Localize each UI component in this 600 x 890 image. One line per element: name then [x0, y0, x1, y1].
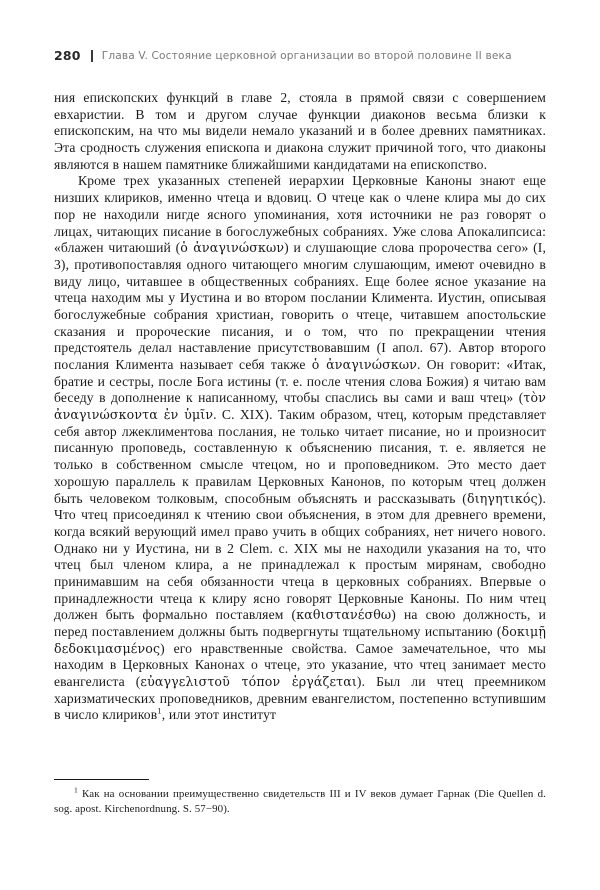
body-text-block — [54, 90, 546, 724]
greek-phrase: ὁ ἀναγινώσκων — [180, 240, 285, 256]
paragraph: Кроме трех указанных степеней иерархии Церковные Каноны знают еще низших клириков, именно чтеца и вдовиц. О чтеце как о члене клира мы до сих пор не находили нигде ясного упоминания, хотя источники не раз говорят о лицах, читающих писание в богослужебных собраниях. Уже слова Апокалипсиса: «блажен читаюший (ὁ ἀναγινώσκων) и слушающие слова пророчества сего» (I, 3), противопоставляя одного читающего многим слушающим, имеют очевидно в виду лицо, читавшее в общественных собраниях. Еще более ясное указание на чтеца находим мы у Иустина и во втором послании Климента. Иустин, описывая богослужебные собрания христиан, говорить о чтеце, читавшем апостольские сказания и пророческие писания, и о том, что по прекращении чтения предстоятель делал наставление присутствовавшим (I апол. 67). Автор второго послания Климента называет себя также ὁ ἀναγινώσκων. Он говорит: «Итак, братие и сестры, после Бога истины (т. е. после чтения слова Божия) я читаю вам беседу в дополнение к написанному, чтобы спаслись вы сами и ваш чтец» (τὸν ἀναγινώσκοντα ἐν ὑμῖν. С. XIX). Таким образом, чтец, которым представляет себя автор лжеклиментова послания, не только читает писание, но и произносит писанную проповедь, составленную к объяснению писания, т. е. является не только в собственном смысле чтецом, но и проповедником. Это место дает хорошую параллель к правилам Церковных Канонов, по которым чтец должен быть человеком толковым, способным объяснять и рассказывать (διηγητικός). Что чтец присоединял к чтению свои объяснения, в этом для древнего времени, когда всякий верующий имел право учить в общих собраниях, нет ничего нового. Однако ни у Иустина, ни в 2 Clem. с. XIX мы не находили указания на то, что чтец был членом клира, а не принадлежал к простым мирянам, свободно принимавшим на себя обязанности чтеца в церковных собраниях. Впервые о принадлежности чтеца к клиру ясно говорят Церковные Каноны. По ним чтец должен быть формально поставляем (καθιστανέσθω) на свою должность, и перед поставлением должны быть подвергнуты тщательному испытанию (δοκιμῇ δεδοκιμασμένος) его нравственные свойства. Самое замечательное, что мы находим в Церковных Канонах о чтеце, это указание, что чтец занимает место евангелиста (εὐαγγελιστοῦ τόπον ἐργάζεται). Был ли чтец преемником харизматических проповедников, древним евангелистом, постепенно вступившим в число клириков$^1$, или этот институт — [54, 173, 547, 723]
greek-phrase: τὸν ἀναγινώσκοντα ἐν ὑμῖν — [54, 390, 546, 423]
footnote-separator-rule — [54, 779, 149, 780]
greek-phrase: δοκιμῇ δεδοκιμασμένος — [54, 624, 546, 656]
greek-phrase: διηγητικός — [466, 490, 538, 506]
paragraph: ния епископских функций в главе 2, стояла в прямой связи с совершением евхаристии. В том и другом случае функции диаконов весьма близки к епископским, на что мы видели немало указаний и в более древних памятниках. Эта сродность служения епископа и диакона служит причиной того, что диаконы являются в нашем памятнике ближайшими кандидатами на епископство. — [54, 90, 546, 172]
running-head-chapter-title: Глава V. Состояние церковной организации во второй половине II века — [101, 49, 512, 62]
running-head — [54, 48, 546, 63]
footnote-reference-marker[interactable]: 1 — [157, 705, 162, 716]
greek-phrase: ὁ ἀναγινώσκων — [311, 357, 417, 372]
footnote-number: 1 — [74, 785, 78, 795]
page-folio-number: 280 — [54, 48, 81, 63]
footnote-area — [54, 779, 546, 816]
running-head-divider — [91, 50, 93, 62]
greek-phrase: εὐαγγελιστοῦ τόπον ἐργάζεται — [140, 674, 357, 690]
footnote-text: $^1$ Как на основании преимущественно свидетельств III и IV веков думает Гарнак (Die Quellen d. sog. apost. Kirchenordnung. S. 57−90). — [54, 785, 546, 815]
greek-phrase: καθιστανέσθω — [296, 607, 392, 623]
latin-citation: 2 Clem. — [227, 540, 274, 556]
latin-citation: Die Quellen d. sog. apost. Kirchenordnung. S. 57−90 — [54, 788, 546, 815]
